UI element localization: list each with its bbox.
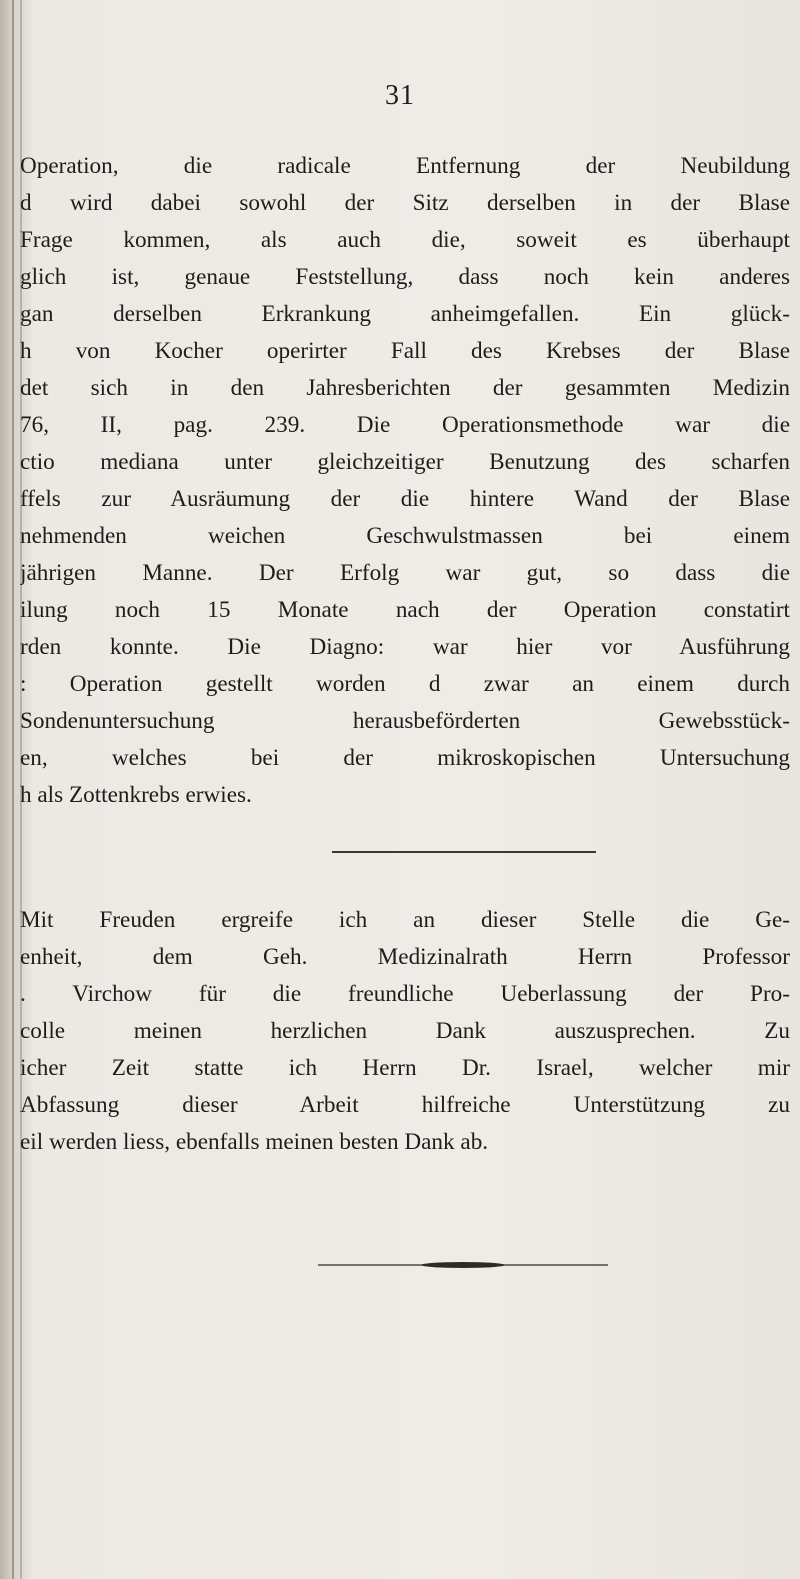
text-line: d wird dabei sowohl der Sitz derselben in der Blase [20,190,790,216]
text-line: Sondenuntersuchung herausbeförderten Gewebsstück- [20,708,790,734]
text-line: icher Zeit statte ich Herrn Dr. Israel, welcher mir [20,1055,790,1081]
text-line: 76, II, pag. 239. Die Operationsmethode war die [20,412,790,438]
ornament-swell [476,1263,500,1267]
ornament-swell [426,1263,450,1267]
paragraph-acknowledgement [20,902,790,1161]
text-line: en, welches bei der mikroskopischen Untersuchung [20,745,790,771]
text-line: Mit Freuden ergreife ich an dieser Stelle die Ge- [20,907,790,933]
page-number: 31 [385,80,415,111]
text-line-last: h als Zottenkrebs erwies. [20,782,252,808]
text-line: Abfassung dieser Arbeit hilfreiche Unterstützung zu [20,1092,790,1118]
text-line: glich ist, genaue Feststellung, dass noch kein anderes [20,264,790,290]
text-line: gan derselben Erkrankung anheimgefallen. Ein glück- [20,301,790,327]
text-line: ffels zur Ausräumung der die hintere Wand der Blase [20,486,790,512]
text-line: ilung noch 15 Monate nach der Operation constatirt [20,597,790,623]
text-line: . Virchow für die freundliche Ueberlassung der Pro- [20,981,790,1007]
text-line: : Operation gestellt worden d zwar an einem durch [20,671,790,697]
section-divider [332,851,596,853]
text-line: nehmenden weichen Geschwulstmassen bei einem [20,523,790,549]
paragraph-main [20,148,790,814]
text-line: rden konnte. Die Diagno: war hier vor Ausführung [20,634,790,660]
text-line: colle meinen herzlichen Dank auszusprechen. Zu [20,1018,790,1044]
text-line: ctio mediana unter gleichzeitiger Benutzung des scharfen [20,449,790,475]
text-line: Operation, die radicale Entfernung der Neubildung [20,153,790,179]
text-line-last: eil werden liess, ebenfalls meinen besten Dank ab. [20,1129,489,1155]
text-line: Frage kommen, als auch die, soweit es überhaupt [20,227,790,253]
text-line: jährigen Manne. Der Erfolg war gut, so dass die [20,560,790,586]
text-line: h von Kocher operirter Fall des Krebses der Blase [20,338,790,364]
text-line: enheit, dem Geh. Medizinalrath Herrn Professor [20,944,790,970]
end-ornament [318,1261,608,1269]
gutter-line [12,0,14,1579]
text-line: det sich in den Jahresberichten der gesammten Medizin [20,375,790,401]
